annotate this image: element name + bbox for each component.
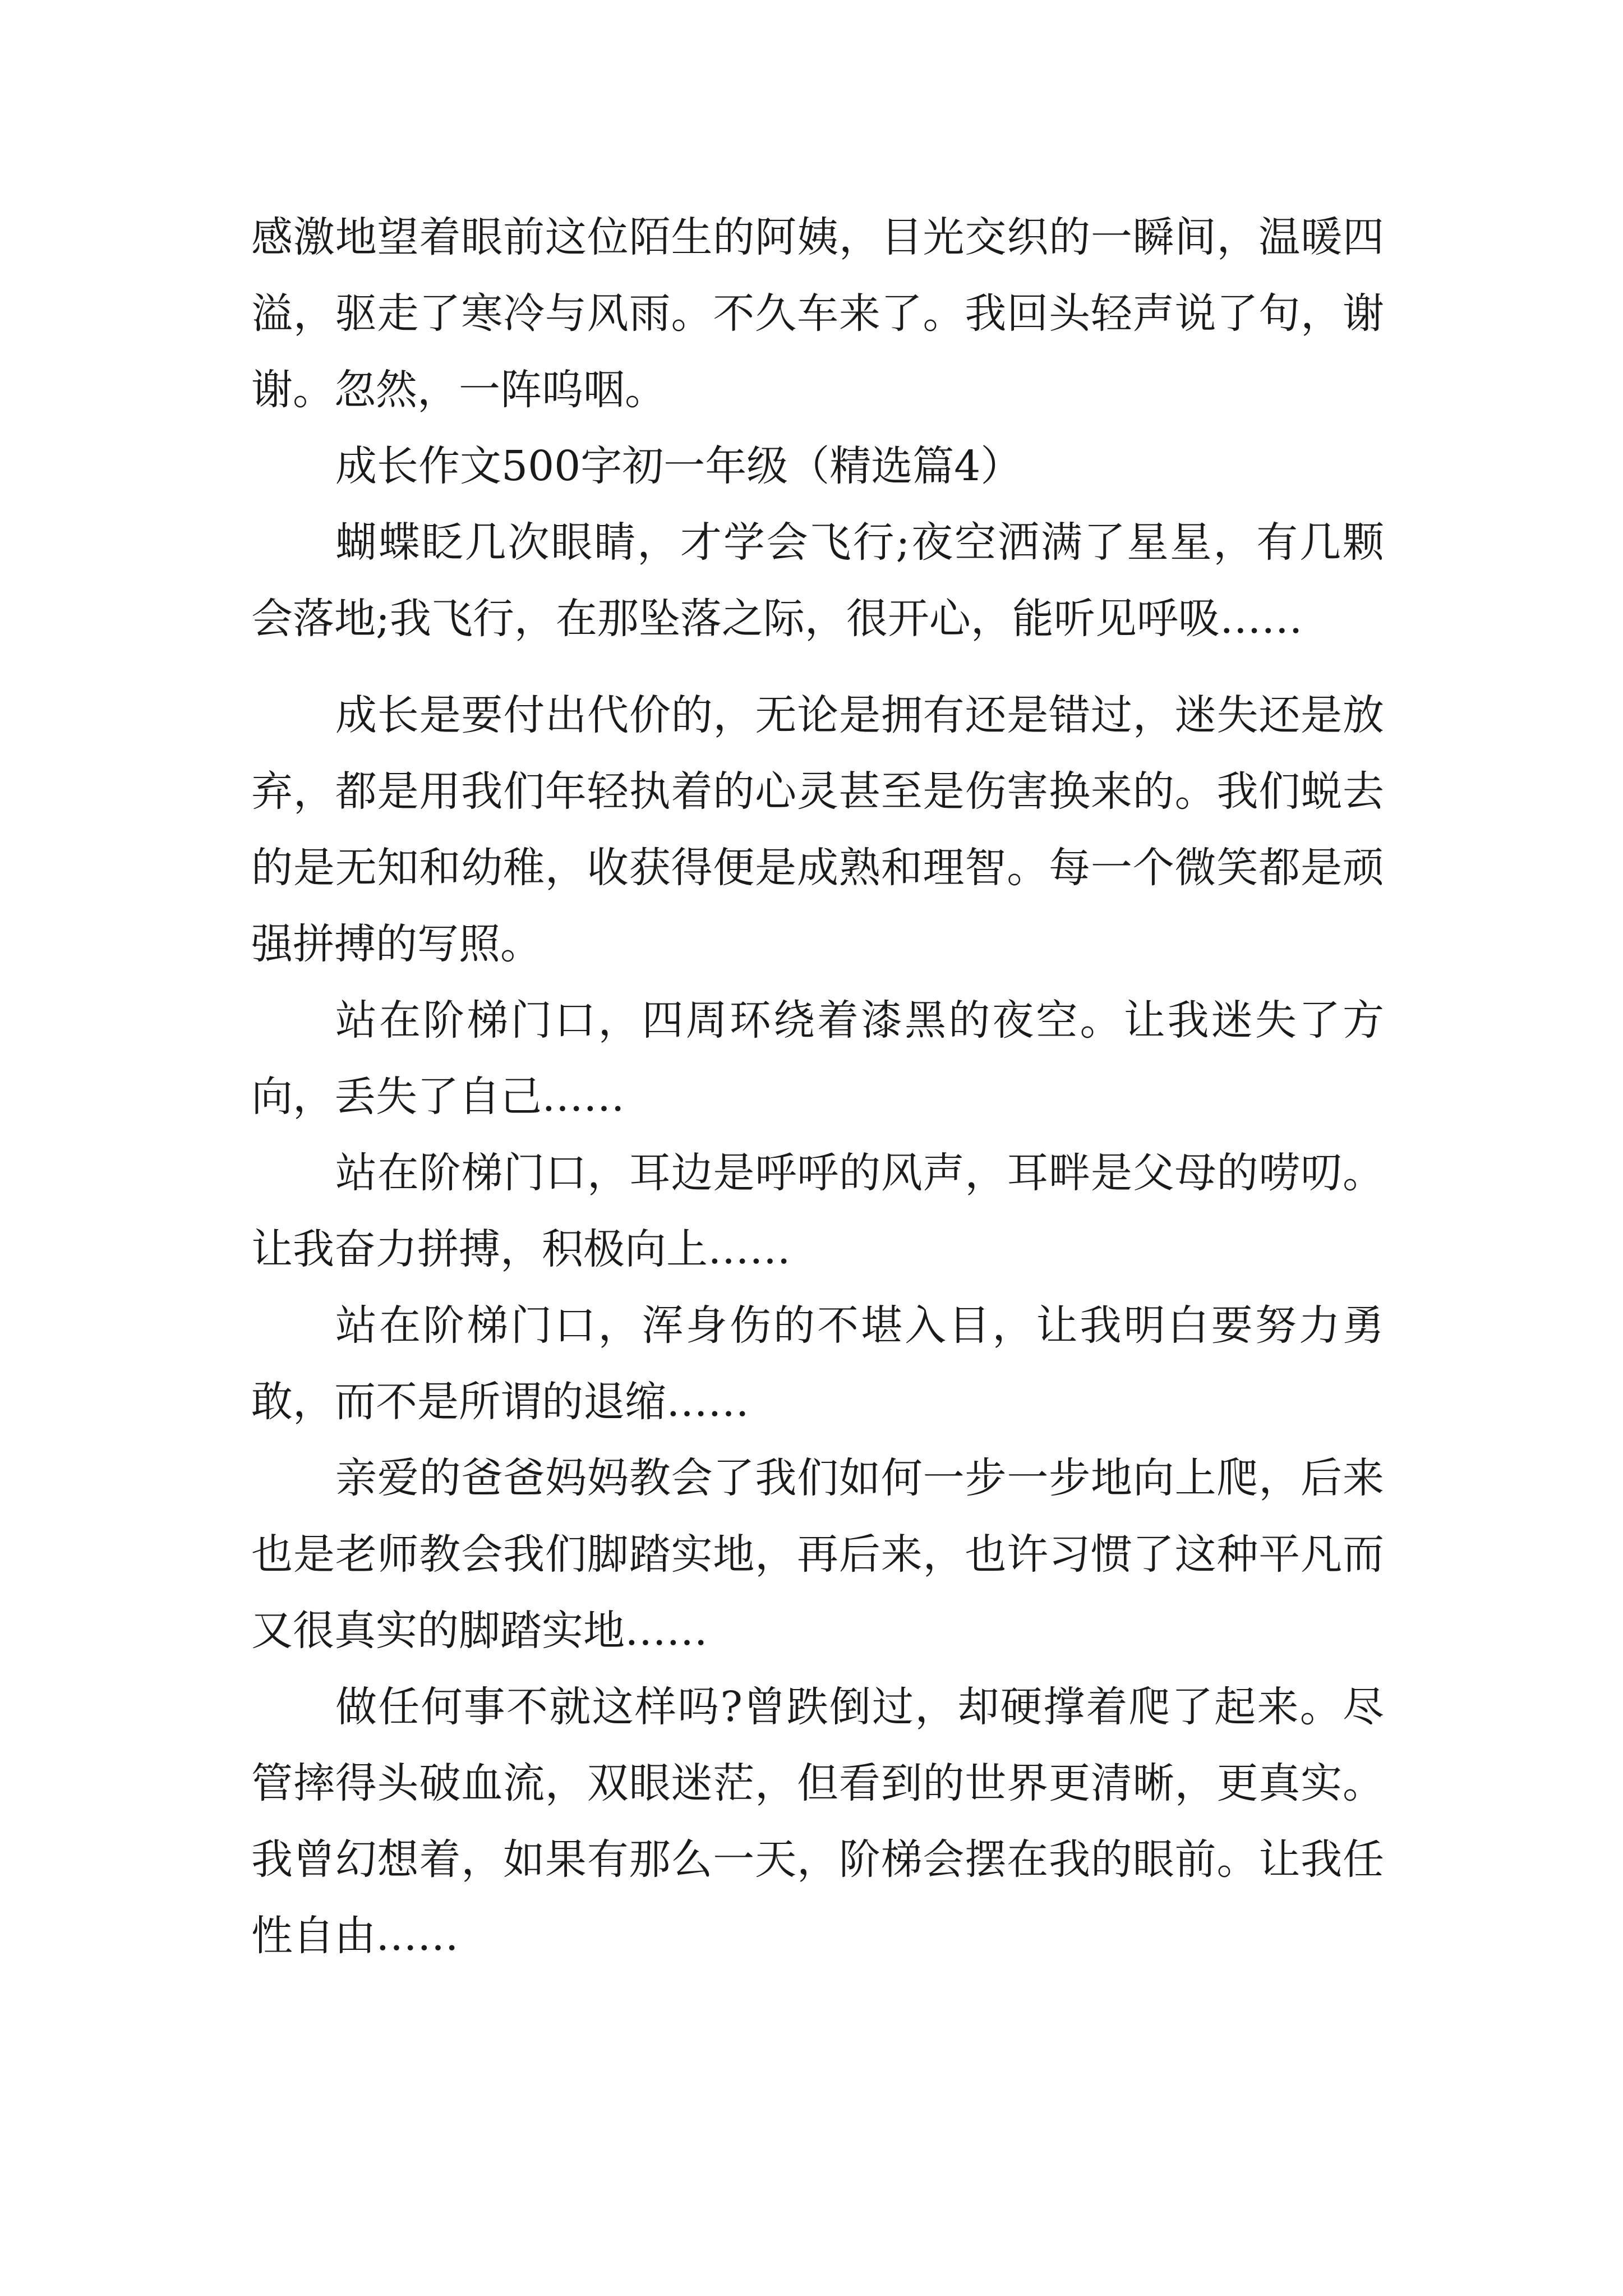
section-heading: 成长作文500字初一年级（精选篇4） [335,442,1022,490]
document-page [251,199,1384,1974]
paragraph: 做任何事不就这样吗?曾跌倒过，却硬撑着爬了起来。尽管摔得头破血流，双眼迷茫，但看到的世界更清晰，更真实。我曾幻想着，如果有那么一天，阶梯会摆在我的眼前。让我任性自由…… [251,1683,1384,1960]
paragraph: 站在阶梯门口，浑身伤的不堪入目，让我明白要努力勇敢，而不是所谓的退缩…… [251,1301,1384,1426]
paragraph: 成长是要付出代价的，无论是拥有还是错过，迷失还是放弃，都是用我们年轻执着的心灵甚至是伤害换来的。我们蜕去的是无知和幼稚，收获得便是成熟和理智。每一个微笑都是顽强拼搏的写照。 [251,691,1384,968]
paragraph: 站在阶梯门口，四周环绕着漆黑的夜空。让我迷失了方向，丢失了自己…… [251,996,1384,1121]
paragraph: 亲爱的爸爸妈妈教会了我们如何一步一步地向上爬，后来也是老师教会我们脚踏实地，再后来，也许习惯了这种平凡而又很真实的脚踏实地…… [251,1454,1384,1655]
paragraph: 蝴蝶眨几次眼睛，才学会飞行;夜空洒满了星星，有几颗会落地;我飞行，在那坠落之际，很开心，能听见呼吸…… [251,518,1384,643]
paragraph-continued: 感激地望着眼前这位陌生的阿姨，目光交织的一瞬间，温暖四溢，驱走了寒冷与风雨。不久车来了。我回头轻声说了句，谢谢。忽然，一阵呜咽。 [251,213,1384,414]
paragraph: 站在阶梯门口，耳边是呼呼的风声，耳畔是父母的唠叨。让我奋力拼搏，积极向上…… [251,1149,1384,1273]
